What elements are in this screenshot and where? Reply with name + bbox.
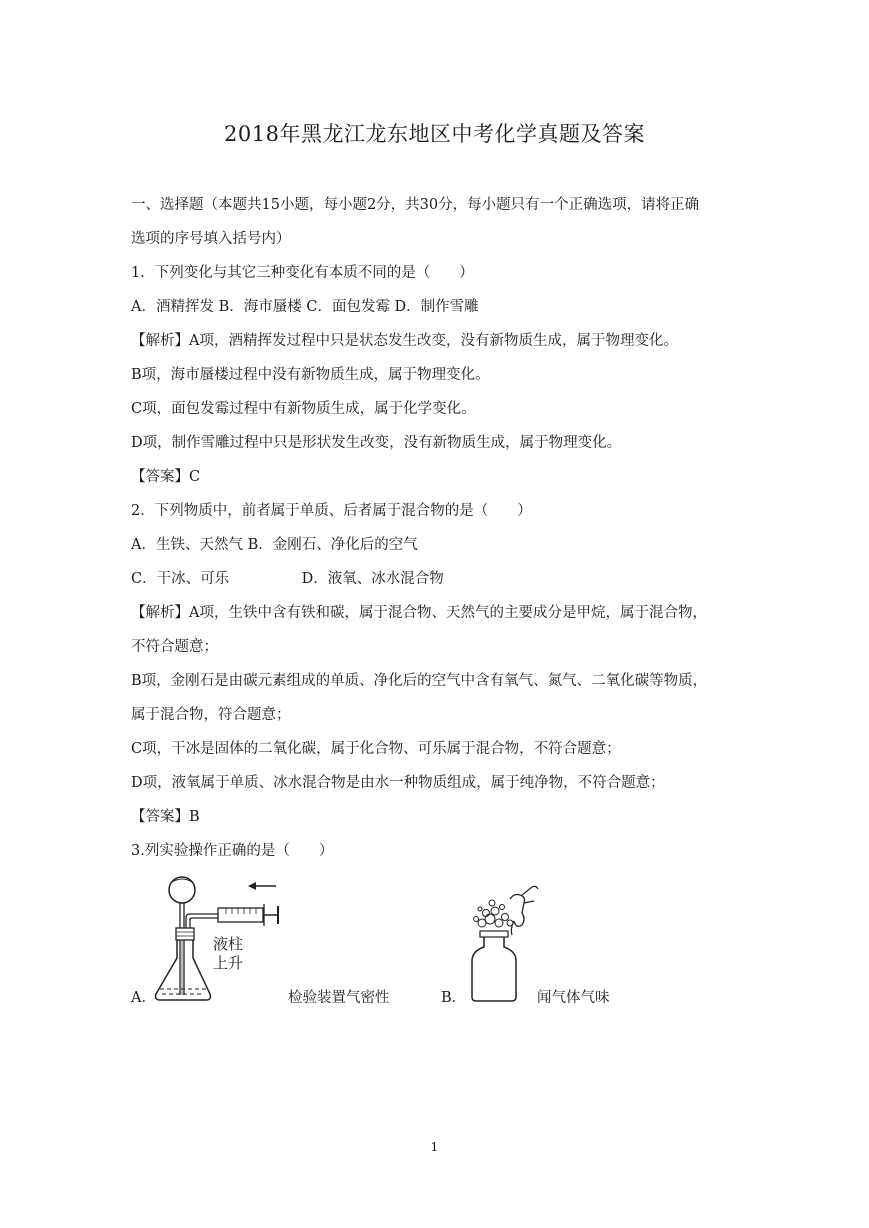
question-2-analysis-b-cont: 属于混合物，符合题意；: [131, 707, 291, 723]
gas-bottle: [472, 937, 516, 1001]
question-2-options-ab: A．生铁、天然气 B．金刚石、净化后的空气: [131, 537, 418, 553]
question-2-analysis-d: D项，液氧属于单质、冰水混合物是由水一种物质组成，属于纯净物，不符合题意；: [131, 775, 665, 791]
question-1-analysis-b: B项，海市蜃楼过程中没有新物质生成，属于物理变化。: [131, 367, 490, 383]
section-heading-line-1: 一、选择题（本题共15小题，每小题2分，共30分，每小题只有一个正确选项，请将正确: [131, 197, 700, 213]
option-a-caption: 检验装置气密性: [288, 990, 390, 1006]
question-2-analysis-a-cont: 不符合题意；: [131, 639, 218, 655]
section-heading-line-2: 选项的序号填入括号内）: [131, 231, 291, 247]
question-2-analysis-b: B项，金刚石是由碳元素组成的单质、净化后的空气中含有氧气、氮气、二氧化碳等物质，: [131, 673, 708, 689]
question-1-analysis-c: C项，面包发霉过程中有新物质生成，属于化学变化。: [131, 401, 476, 417]
gas-puffs: [474, 900, 514, 927]
option-b-label: B．: [441, 990, 467, 1006]
annotation-line-1: 液柱: [213, 935, 244, 953]
question-1-answer: 【答案】C: [131, 469, 201, 485]
question-1: 1．下列变化与其它三种变化有本质不同的是（ ）: [131, 265, 474, 281]
question-2-analysis-a: 【解析】A项，生铁中含有铁和碳，属于混合物、天然气的主要成分是甲烷，属于混合物，: [131, 605, 707, 621]
liquid-column-annotation: [213, 935, 243, 973]
stopper: [176, 928, 194, 940]
option-a-label: A．: [131, 990, 156, 1006]
annotation-line-2: 上升: [213, 954, 244, 972]
question-1-options: A．酒精挥发 B．海市蜃楼 C．面包发霉 D．制作雪雕: [131, 299, 479, 315]
smell-gas-figure: [462, 885, 547, 1005]
question-2: 2．下列物质中，前者属于单质、后者属于混合物的是（ ）: [131, 503, 532, 519]
question-3: 3.列实验操作正确的是（ ）: [131, 843, 334, 859]
page-title: 2018年黑龙江龙东地区中考化学真题及答案: [224, 122, 645, 146]
question-2-answer: 【答案】B: [131, 809, 200, 825]
question-2-options-cd: C．干冰、可乐 D．液氧、冰水混合物: [131, 571, 444, 587]
option-b-caption: 闻气体气味: [537, 990, 610, 1006]
funnel-bulb: [169, 877, 195, 903]
arrow-head: [248, 882, 256, 890]
question-1-analysis-a: 【解析】A项，酒精挥发过程中只是状态发生改变，没有新物质生成，属于物理变化。: [131, 333, 678, 349]
page-number: 1: [430, 1140, 439, 1154]
question-2-analysis-c: C项，干冰是固体的二氧化碳，属于化合物、可乐属于混合物，不符合题意；: [131, 741, 621, 757]
question-1-analysis-d: D项，制作雪雕过程中只是形状发生改变，没有新物质生成，属于物理变化。: [131, 435, 622, 451]
